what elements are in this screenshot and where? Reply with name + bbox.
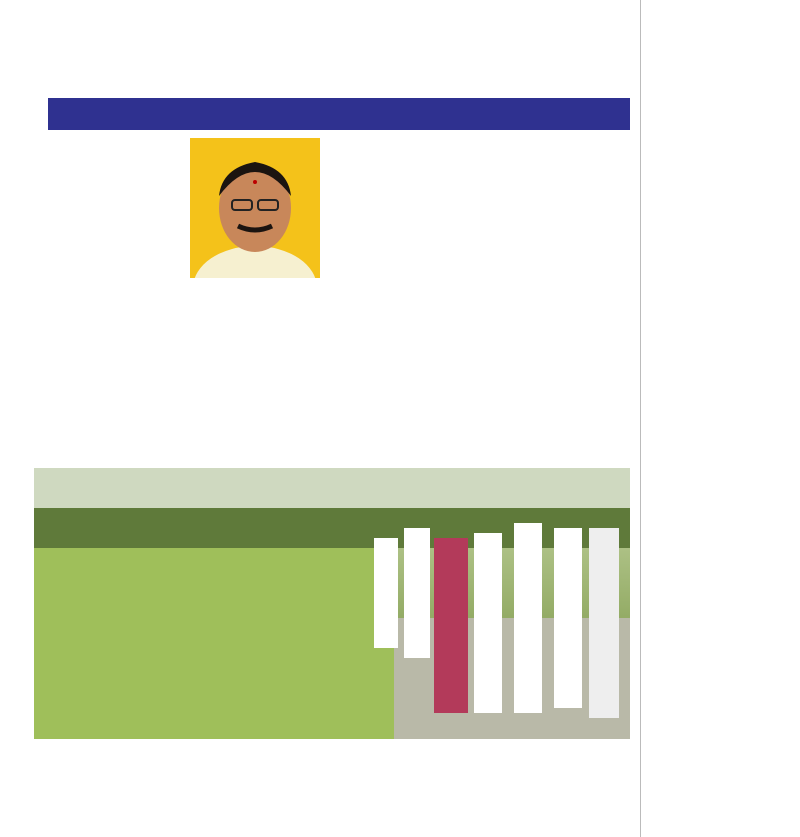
field-photo (34, 468, 630, 739)
headline-top (40, 6, 625, 40)
article-column-4 (497, 139, 638, 457)
article-column-3 (322, 139, 494, 457)
byline-bar (48, 98, 630, 130)
headline-main (38, 52, 628, 96)
article-column-5 (640, 0, 800, 837)
